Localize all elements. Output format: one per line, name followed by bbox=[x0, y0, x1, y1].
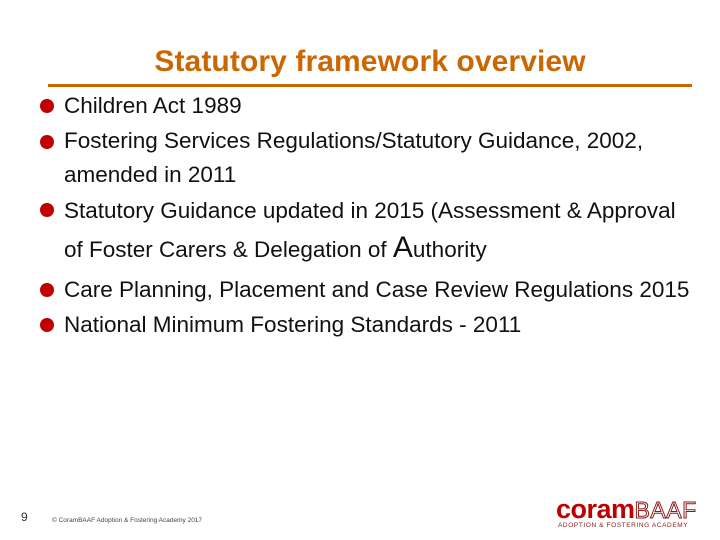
bullet-dot-icon bbox=[40, 283, 54, 297]
copyright-notice: © CoramBAAF Adoption & Fostering Academy 2017 bbox=[52, 517, 203, 524]
bullet-dot-icon bbox=[40, 203, 54, 217]
bullet-text: National Minimum Fostering Standards - 2011 bbox=[64, 312, 522, 337]
title-underline bbox=[48, 84, 692, 87]
logo-coram-text: coram bbox=[556, 494, 635, 524]
bullet-item-statutory-guidance bbox=[40, 192, 700, 268]
bullet-dot-icon bbox=[40, 99, 54, 113]
bullet-text: Care Planning, Placement and Case Review Regulations 2015 bbox=[64, 277, 690, 302]
bullet-dot-icon bbox=[40, 135, 54, 149]
bullet-item-children-act bbox=[40, 88, 700, 124]
bullet-text-part: Statutory Guidance updated in 2015 (Assessment & Approval of Foster Carers & Delegation of bbox=[64, 198, 676, 262]
bullet-text: Fostering Services Regulations/Statutory Guidance, 2002, amended in 2011 bbox=[64, 128, 644, 187]
bullet-item-care-planning bbox=[40, 272, 700, 307]
bullet-text bbox=[64, 192, 700, 268]
bullet-dot-icon bbox=[40, 318, 54, 332]
bullet-item-fostering-regulations bbox=[40, 124, 700, 192]
bullet-text-part: uthority bbox=[412, 237, 487, 262]
bullet-list bbox=[40, 88, 700, 343]
bullet-text-large-letter: A bbox=[392, 231, 413, 264]
slide-title: Statutory framework overview bbox=[154, 45, 586, 78]
logo-tagline: ADOPTION & FOSTERING ACADEMY bbox=[558, 522, 689, 529]
corambaaf-logo bbox=[556, 496, 696, 530]
bullet-item-minimum-standards bbox=[40, 307, 700, 343]
bullet-text: Children Act 1989 bbox=[64, 93, 242, 118]
logo-baaf-text: BAAF bbox=[634, 497, 697, 523]
page-number: 9 bbox=[21, 510, 28, 524]
